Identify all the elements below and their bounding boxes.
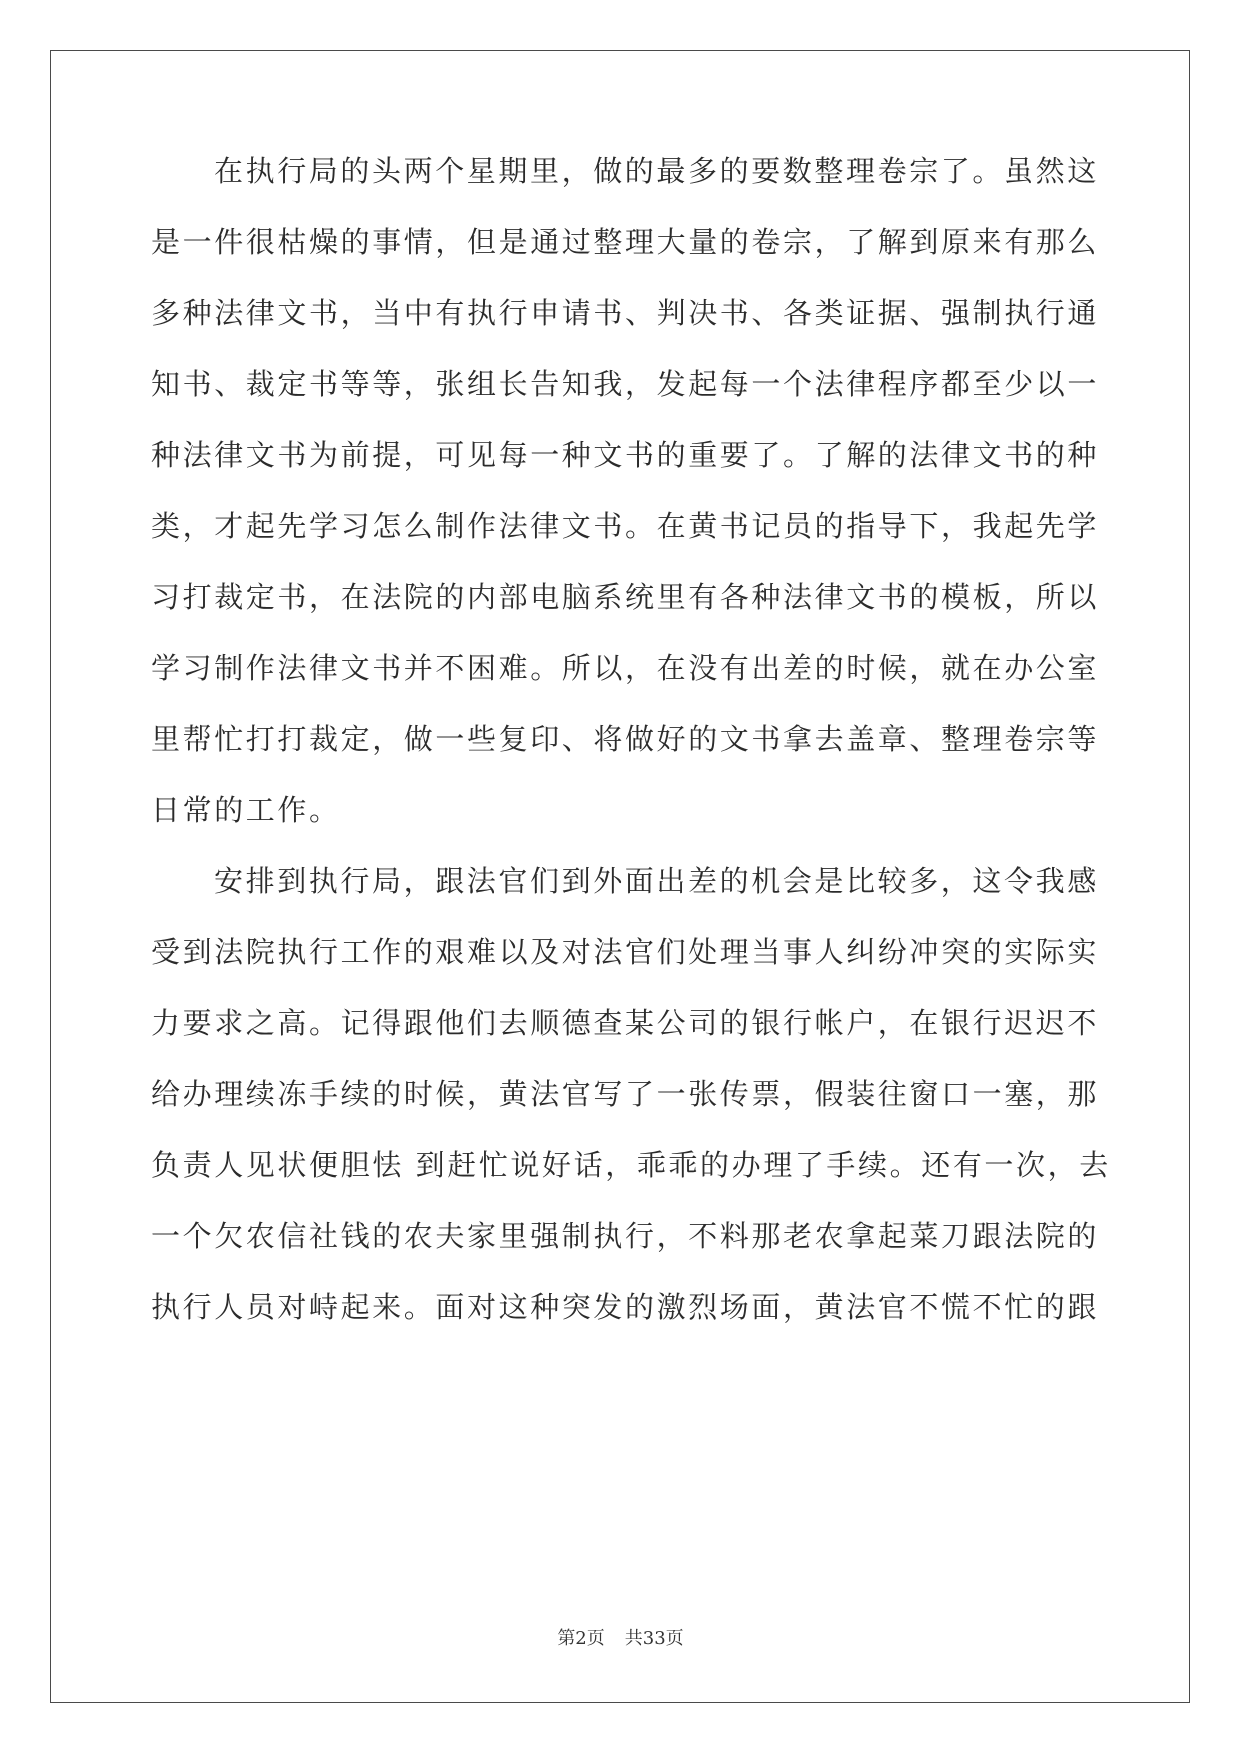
paragraph-2-line-4: 给办理续冻手续的时候，黄法官写了一张传票，假装往窗口一塞，那 [151,1077,1100,1111]
paragraph-1-line-4: 知书、裁定书等等，张组长告知我，发起每一个法律程序都至少以一 [151,367,1100,401]
page-number-current: 第2页 [557,1628,605,1649]
paragraph-1-line-2: 是一件很枯燥的事情，但是通过整理大量的卷宗，了解到原来有那么 [151,225,1100,259]
page-footer [0,1627,1241,1651]
paragraph-1-line-8: 学习制作法律文书并不困难。所以，在没有出差的时候，就在办公室 [151,651,1100,685]
paragraph-1-line-5: 种法律文书为前提，可见每一种文书的重要了。了解的法律文书的种 [151,438,1100,472]
paragraph-1-line-10: 日常的工作。 [151,793,341,827]
paragraph-2-line-6: 一个欠农信社钱的农夫家里强制执行，不料那老农拿起菜刀跟法院的 [151,1219,1100,1253]
paragraph-1-line-1: 在执行局的头两个星期里，做的最多的要数整理卷宗了。虽然这 [214,154,1099,188]
page-number-total: 共33页 [624,1628,684,1649]
paragraph-2-line-2: 受到法院执行工作的艰难以及对法官们处理当事人纠纷冲突的实际实 [151,935,1100,969]
paragraph-1-line-9: 里帮忙打打裁定，做一些复印、将做好的文书拿去盖章、整理卷宗等 [151,722,1100,756]
paragraph-2-line-7: 执行人员对峙起来。面对这种突发的激烈场面，黄法官不慌不忙的跟 [151,1290,1100,1324]
paragraph-2-line-3: 力要求之高。记得跟他们去顺德查某公司的银行帐户，在银行迟迟不 [151,1006,1100,1040]
paragraph-1-line-6: 类，才起先学习怎么制作法律文书。在黄书记员的指导下，我起先学 [151,509,1100,543]
paragraph-2-line-5: 负责人见状便胆怯 到赶忙说好话，乖乖的办理了手续。还有一次，去 [151,1148,1111,1182]
paragraph-1-line-3: 多种法律文书，当中有执行申请书、判决书、各类证据、强制执行通 [151,296,1100,330]
paragraph-1-line-7: 习打裁定书，在法院的内部电脑系统里有各种法律文书的模板，所以 [151,580,1100,614]
paragraph-2-line-1: 安排到执行局，跟法官们到外面出差的机会是比较多，这令我感 [214,864,1099,898]
